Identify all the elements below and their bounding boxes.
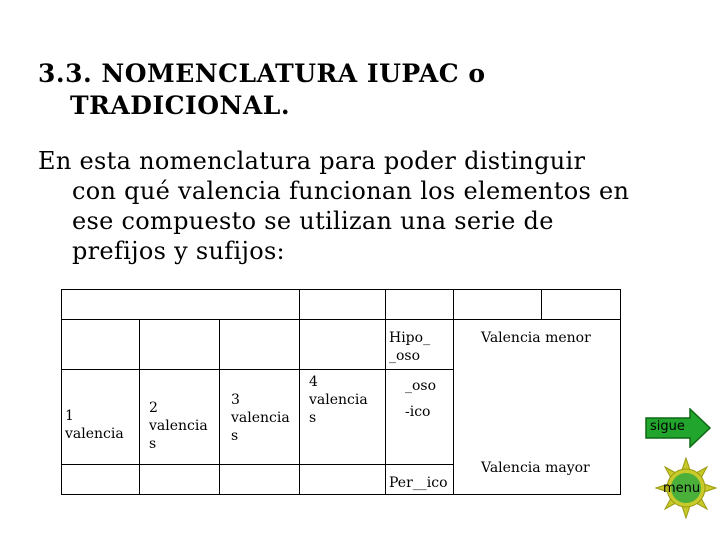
table-hline: [61, 369, 385, 370]
table-border-top: [61, 289, 621, 290]
table-hline: [61, 464, 385, 465]
cell-2-valencias: 2 valencia s: [149, 400, 208, 452]
valencia-mayor-label: Valencia mayor: [481, 460, 590, 476]
paragraph-line-3: ese compuesto se utilizan una serie de: [72, 207, 554, 235]
valencia-menor-label: Valencia menor: [481, 330, 591, 346]
cell-4-valencias: 4 valencia s: [309, 374, 368, 426]
table-vline: [219, 319, 220, 495]
sigue-button[interactable]: [644, 408, 712, 448]
table-border-bottom: [61, 494, 621, 495]
sigue-label: sigue: [650, 419, 685, 434]
table-vline: [541, 289, 542, 319]
affix-hipo-oso: Hipo_ _oso: [389, 330, 431, 364]
table-hline: [385, 369, 453, 370]
valence-table: [61, 289, 621, 495]
cell-1-valencia: 1 valencia: [65, 408, 124, 442]
paragraph-line-2: con qué valencia funcionan los elementos en: [72, 177, 630, 205]
table-hline: [61, 319, 621, 320]
table-hline: [385, 464, 453, 465]
table-vline: [139, 319, 140, 495]
cell-3-valencias: 3 valencia s: [231, 392, 290, 444]
paragraph-line-4: prefijos y sufijos:: [72, 237, 285, 265]
affix-oso: _oso: [405, 378, 437, 394]
title-line-1: 3.3. NOMENCLATURA IUPAC o: [38, 59, 486, 88]
affix-per-ico: Per__ico: [389, 475, 448, 491]
title-line-2: TRADICIONAL.: [70, 91, 291, 120]
affix-ico: -ico: [405, 404, 431, 420]
slide-title: [38, 58, 638, 122]
menu-button[interactable]: [654, 456, 718, 520]
intro-paragraph: [38, 146, 698, 266]
menu-label: menu: [663, 481, 701, 496]
paragraph-line-1: En esta nomenclatura para poder distinguir: [38, 147, 586, 175]
